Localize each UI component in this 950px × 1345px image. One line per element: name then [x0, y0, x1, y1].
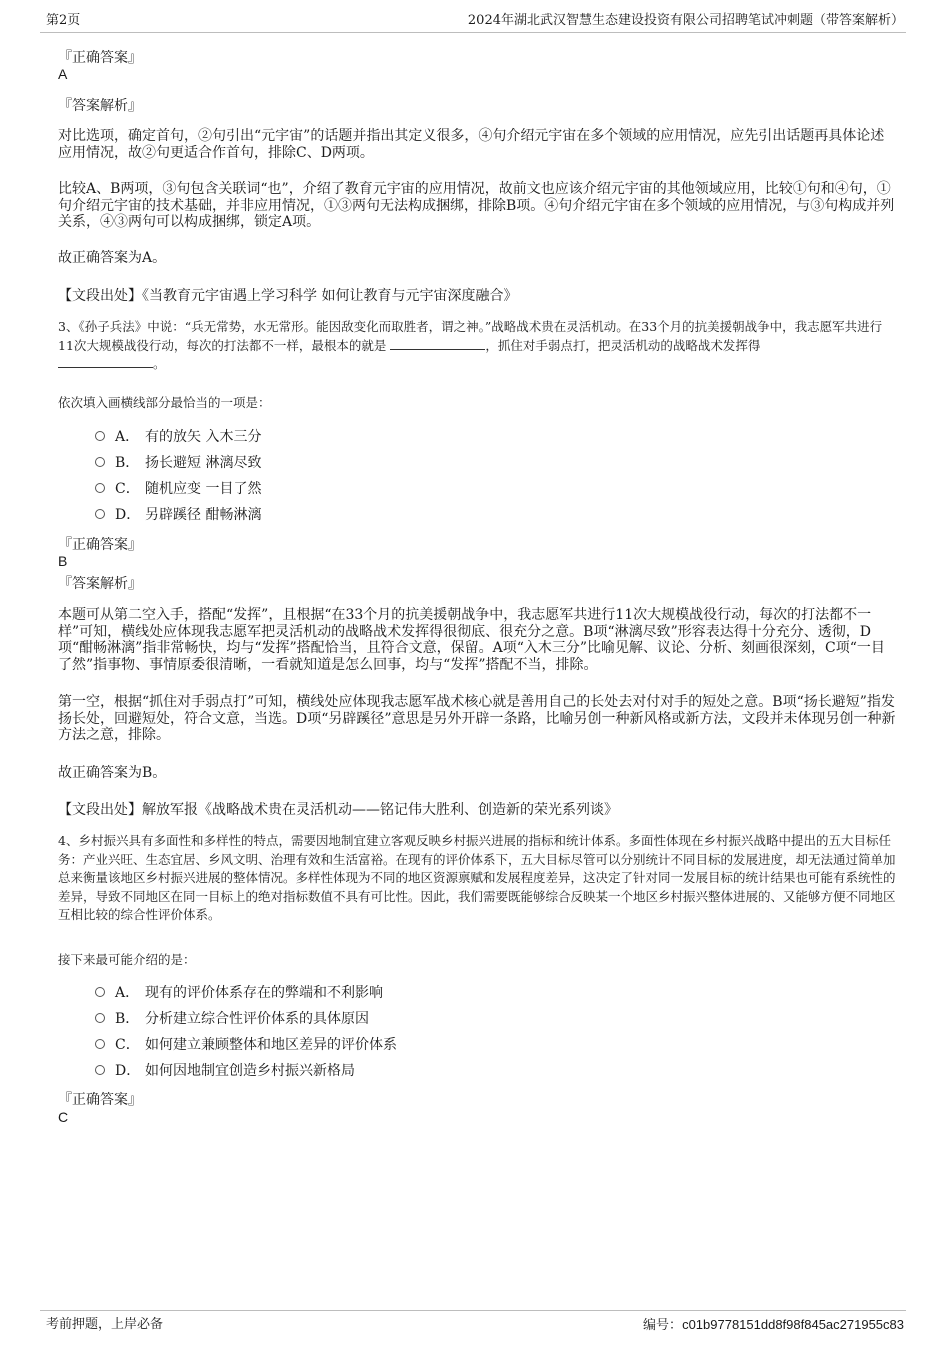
document-title: 2024年湖北武汉智慧生态建设投资有限公司招聘笔试冲刺题（带答案解析）	[467, 13, 904, 28]
question-3-prompt: 依次填入画横线部分最恰当的一项是：	[58, 395, 271, 410]
question-4-text: 4、乡村振兴具有多面性和多样性的特点，需要因地制宜建立客观反映乡村振兴进展的指标和统计体系。多面性体现在乡村振兴战略中提出的五大目标任务：产业兴旺、生态宜居、乡风文明、治理有效和生活富裕。在现有的评价体系下，五大目标尽管可以分别统计不同目标的发展进度，却无法通过简单加总来衡量该地区乡村振兴进展的整体情况。多样性体现为不同的地区资源禀赋和发展程度差异，这决定了针对同一发展目标的统计结果也可能有系统性的差异，导致不同地区在同一目标上的绝对指标数值不具有可比性。因此，我们需要既能够综合反映某一个地区乡村振兴整体进展的、又能够方便不同地区互相比较的综合性评价体系。	[58, 833, 896, 922]
radio-icon[interactable]	[95, 509, 105, 519]
page-header	[40, 10, 906, 33]
answer-label: 『正确答案』	[58, 537, 142, 553]
analysis-paragraph: 对比选项，确定首句，②句引出“元宇宙”的话题并指出其定义很多，④句介绍元宇宙在多个领域的应用情况，应先引出话题再具体论述应用情况，故②句更适合作首句，排除C、D两项。	[58, 128, 885, 161]
option-d[interactable]: D． 另辟蹊径 酣畅淋漓	[95, 506, 261, 524]
analysis-paragraph: 本题可从第二空入手，搭配“发挥”，且根据“在33个月的抗美援朝战争中，我志愿军共进行11次大规模战役行动，每次的打法都不一样”可知，横线处应体现我志愿军把灵活机动的战略战术发挥得很彻底、很充分之意。B项“淋漓尽致”形容表达得十分充分、透彻，D项“酣畅淋漓”指非常畅快，均与“发挥”搭配恰当，且符合文意，保留。A项“入木三分”比喻见解、议论、分析、刻画很深刻，C项“一目了然”指事物、事情原委很清晰，一看就知道是怎么回事，均与“发挥”搭配不当，排除。	[58, 607, 885, 673]
analysis-paragraph: 第一空，根据“抓住对手弱点打”可知，横线处应体现我志愿军战术核心就是善用自己的长处去对付对手的短处之意。B项“扬长避短”指发扬长处，回避短处，符合文意，当选。D项“另辟蹊径”意思是另外开辟一条路，比喻另创一种新风格或新方法，文段并未体现另创一种新方法之意，排除。	[58, 694, 896, 743]
option-c[interactable]: C． 随机应变 一目了然	[95, 480, 261, 498]
document-id: 编号：c01b9778151dd8f98f845ac271955c83	[643, 1317, 904, 1333]
answer-label: 『正确答案』	[58, 50, 142, 66]
option-c[interactable]: C． 如何建立兼顾整体和地区差异的评价体系	[95, 1036, 397, 1054]
analysis-conclusion: 故正确答案为B。	[58, 765, 167, 781]
radio-icon[interactable]	[95, 1013, 105, 1023]
page-number: 第2页	[46, 13, 81, 28]
radio-icon[interactable]	[95, 483, 105, 493]
page-footer	[40, 1310, 906, 1335]
fill-blank-2	[58, 355, 153, 368]
radio-icon[interactable]	[95, 1039, 105, 1049]
analysis-label: 『答案解析』	[58, 98, 142, 114]
option-d[interactable]: D． 如何因地制宜创造乡村振兴新格局	[95, 1062, 355, 1080]
question-4-prompt: 接下来最可能介绍的是：	[58, 952, 196, 967]
radio-icon[interactable]	[95, 457, 105, 467]
answer-label: 『正确答案』	[58, 1092, 142, 1108]
answer-value: A	[58, 66, 68, 82]
fill-blank-1	[390, 337, 485, 350]
source-citation: 【文段出处】解放军报《战略战术贵在灵活机动——铭记伟大胜利、创造新的荣光系列谈》	[58, 802, 618, 818]
option-a[interactable]: A． 现有的评价体系存在的弊端和不利影响	[95, 984, 383, 1002]
option-b[interactable]: B． 分析建立综合性评价体系的具体原因	[95, 1010, 369, 1028]
option-b[interactable]: B． 扬长避短 淋漓尽致	[95, 454, 261, 472]
answer-value: C	[58, 1109, 69, 1125]
radio-icon[interactable]	[95, 987, 105, 997]
question-3-text: 3、《孙子兵法》中说：“兵无常势，水无常形。能因敌变化而取胜者，谓之神。”战略战术贵在灵活机动。在33个月的抗美援朝战争中，我志愿军共进行11次大规模战役行动，每次的打法都不一样，最根本的就是 ，抓住对手弱点打，把灵活机动的战略战术发挥得 。	[58, 319, 883, 371]
option-a[interactable]: A． 有的放矢 入木三分	[95, 428, 261, 446]
analysis-conclusion: 故正确答案为A。	[58, 250, 167, 266]
radio-icon[interactable]	[95, 1065, 105, 1075]
source-citation: 【文段出处】《当教育元宇宙遇上学习科学 如何让教育与元宇宙深度融合》	[58, 288, 518, 304]
analysis-label: 『答案解析』	[58, 576, 142, 592]
answer-value: B	[58, 553, 68, 569]
radio-icon[interactable]	[95, 431, 105, 441]
footer-slogan: 考前押题，上岸必备	[46, 1317, 164, 1332]
analysis-paragraph: 比较A、B两项，③句包含关联词“也”，介绍了教育元宇宙的应用情况，故前文也应该介绍元宇宙的其他领域应用，比较①句和④句，①句介绍元宇宙的技术基础，并非应用情况，①③两句无法构成捆绑，排除B项。④句介绍元宇宙在多个领域的应用情况，与③句构成并列关系，④③两句可以构成捆绑，锁定A项。	[58, 181, 895, 230]
